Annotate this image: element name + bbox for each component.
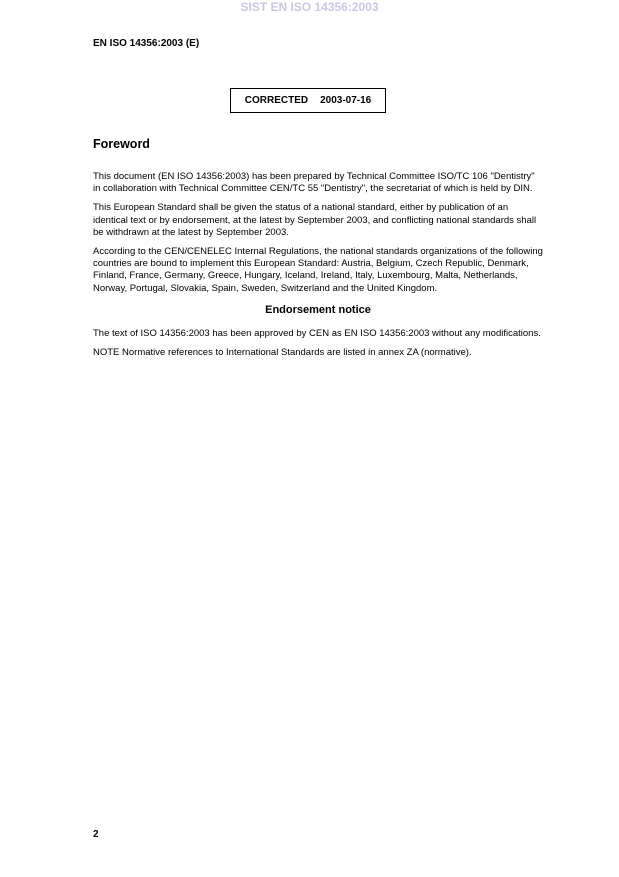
endorsement-title: Endorsement notice: [265, 303, 371, 316]
corrected-stamp: [230, 88, 386, 113]
document-reference: EN ISO 14356:2003 (E): [93, 38, 200, 49]
watermark: SIST EN ISO 14356:2003: [240, 0, 379, 14]
normative-note: NOTE Normative references to International Standards are listed in annex ZA (normative).: [93, 347, 472, 359]
page-number: 2: [93, 829, 99, 840]
document-body: [93, 136, 543, 366]
foreword-paragraph: This document (EN ISO 14356:2003) has been prepared by Technical Committee ISO/TC 106 "Dentistry" in collaboration with Technical Committee CEN/TC 55 "Dentistry", the secretariat of which is held by DIN.: [93, 171, 535, 195]
endorsement-paragraph: The text of ISO 14356:2003 has been approved by CEN as EN ISO 14356:2003 without any modifications.: [93, 327, 541, 339]
corrected-label: CORRECTED: [244, 95, 309, 106]
foreword-title: Foreword: [93, 137, 150, 151]
foreword-paragraph: According to the CEN/CENELEC Internal Regulations, the national standards organizations of the following countries are bound to implement this European Standard: Austria, Belgium, Czech Republic, Denmark, Finland, France, Germany, Greece, Hungary, Iceland, Ireland, Italy, Luxembourg, Malta, Netherlands, Norway, Portugal, Slovakia, Spain, Sweden, Switzerland and the United Kingdom.: [93, 246, 543, 294]
foreword-paragraph: This European Standard shall be given the status of a national standard, either by publication of an identical text or by endorsement, at the latest by September 2003, and conflicting national standards shall be withdrawn at the latest by September 2003.: [93, 202, 537, 238]
corrected-date: 2003-07-16: [320, 95, 372, 106]
